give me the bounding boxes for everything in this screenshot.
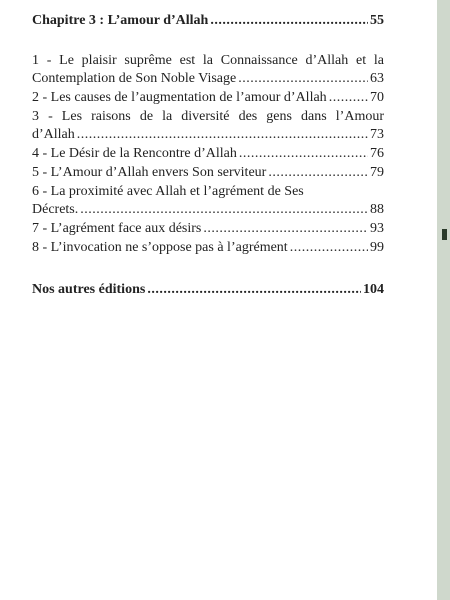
other-editions-page: 104 [363,282,384,297]
dot-leader [203,220,368,238]
toc-entry-text: d’Allah [32,127,75,142]
toc-entry-page: 99 [370,240,384,255]
toc-entry-page: 70 [370,90,384,105]
toc-entry-page: 73 [370,127,384,142]
other-editions-heading [32,281,384,299]
toc-entry-text: 2 - Les causes de l’augmentation de l’amour d’Allah [32,90,327,105]
dot-leader [329,89,368,107]
dot-leader [290,239,368,257]
toc-entry-page: 76 [370,146,384,161]
toc-entry-lead: 6 - La proximité avec Allah et l’agrément de Ses [32,184,304,199]
toc-entry-lead: 3 - Les raisons de la diversité des gens dans l’Amour [32,109,384,124]
toc-entry-lead: 1 - Le plaisir suprême est la Connaissance d’Allah et la [32,53,384,68]
dot-leader [80,201,368,219]
other-editions-title: Nos autres éditions [32,282,146,297]
toc-entry-1 [32,52,384,88]
dot-leader [210,12,368,30]
toc-entry-6 [32,183,384,219]
toc-entry-text: 5 - L’Amour d’Allah envers Son serviteur [32,165,267,180]
toc-entry-text: Décrets. [32,202,79,217]
page-edge-strip [437,0,450,600]
toc-entry-2 [32,89,384,107]
toc-entry-text: 4 - Le Désir de la Rencontre d’Allah [32,146,237,161]
toc-entry-8 [32,239,384,257]
table-of-contents [32,12,384,299]
toc-entry-7 [32,220,384,238]
chapter-title: Chapitre 3 : L’amour d’Allah [32,13,209,28]
dot-leader [239,145,368,163]
toc-entry-text: 7 - L’agrément face aux désirs [32,221,202,236]
chapter-page: 55 [370,13,384,28]
toc-entry-5 [32,164,384,182]
toc-entry-page: 88 [370,202,384,217]
dot-leader [268,164,368,182]
dot-leader [77,126,368,144]
toc-entry-text: Contemplation de Son Noble Visage [32,71,237,86]
chapter-heading [32,12,384,30]
dot-leader [238,70,368,88]
toc-entry-page: 93 [370,221,384,236]
edge-mark [442,229,447,240]
toc-entry-page: 79 [370,165,384,180]
dot-leader [147,281,361,299]
toc-entry-3 [32,108,384,144]
toc-entry-text: 8 - L’invocation ne s’oppose pas à l’agrément [32,240,288,255]
toc-entry-4 [32,145,384,163]
toc-entry-page: 63 [370,71,384,86]
